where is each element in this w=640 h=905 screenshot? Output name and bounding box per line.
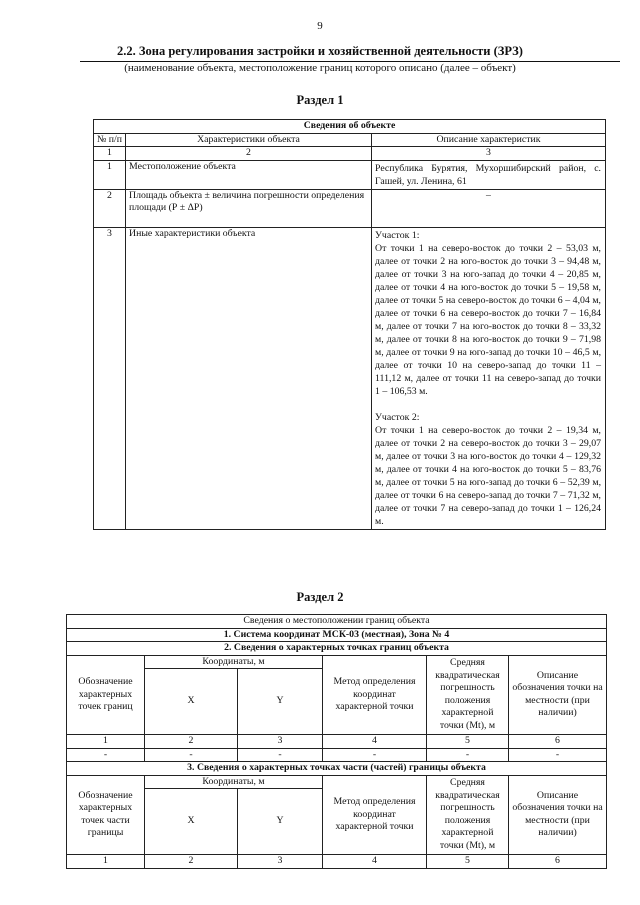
row-description: [372, 227, 606, 529]
points-subtitle: 2. Сведения о характерных точках границ объекта: [67, 642, 607, 656]
col-accuracy: Средняя квадратическая погрешность положения характерной точки (Мt), м: [427, 775, 509, 855]
col-index: 4: [323, 855, 427, 869]
header-num: № п/п: [94, 133, 126, 147]
plot2-text: От точки 1 на северо-восток до точки 2 – 19,34 м, далее от точки 2 на северо-восток до точки 3 – 29,07 м, далее от точки 3 на юго-восток до точки 4 – 129,32 м, далее от точки 4 на юго-восток до точки 5 – 83,76 м, далее от точки 5 на юго-запад до точки 6 – 52,39 м, далее от точки 6 на северо-запад до точки 7 – 71,32 м, далее от точки 7 на северо-запад до точки 1 – 126,24 м.: [375, 424, 602, 527]
zone-subheading: (наименование объекта, местоположение границ которого описано (далее – объект): [124, 62, 516, 74]
row-num: 1: [94, 160, 126, 189]
coordinate-system: 1. Система координат МСК-03 (местная), Зона № 4: [67, 628, 607, 642]
empty-cell: -: [427, 748, 509, 762]
zone-heading: 2.2. Зона регулирования застройки и хозяйственной деятельности (ЗРЗ): [117, 44, 523, 58]
col-index: 1: [67, 735, 145, 749]
col-index: 3: [238, 735, 323, 749]
page-number: 9: [317, 20, 323, 32]
col-point-label: Обозначение характерных точек границ: [67, 655, 145, 735]
part-points-subtitle: 3. Сведения о характерных точках части (частей) границы объекта: [67, 762, 607, 776]
col-point-description: Описание обозначения точки на местности (при наличии): [509, 775, 607, 855]
col-y: Y: [238, 669, 323, 735]
row-characteristic: Площадь объекта ± величина погрешности определения площади (Р ± ΔР): [126, 189, 372, 227]
col-coords: Координаты, м: [145, 775, 323, 789]
row-num: 2: [94, 189, 126, 227]
col-index: 5: [427, 855, 509, 869]
col-y: Y: [238, 789, 323, 855]
header-index-1: 1: [94, 147, 126, 161]
header-index-2: 2: [126, 147, 372, 161]
header-characteristic: Характеристики объекта: [126, 133, 372, 147]
row-description: Республика Бурятия, Мухоршибирский район, с. Гашей, ул. Ленина, 61: [372, 160, 606, 189]
col-index: 6: [509, 735, 607, 749]
col-index: 2: [145, 735, 238, 749]
boundary-title: Сведения о местоположении границ объекта: [67, 615, 607, 629]
header-description: Описание характеристик: [372, 133, 606, 147]
col-index: 6: [509, 855, 607, 869]
empty-cell: -: [238, 748, 323, 762]
col-accuracy: Средняя квадратическая погрешность положения характерной точки (Мt), м: [427, 655, 509, 735]
col-method: Метод определения координат характерной точки: [323, 775, 427, 855]
col-x: X: [145, 669, 238, 735]
row-description: –: [372, 189, 606, 227]
empty-cell: -: [509, 748, 607, 762]
plot2-title: Участок 2:: [375, 411, 420, 423]
empty-cell: -: [323, 748, 427, 762]
col-coords: Координаты, м: [145, 655, 323, 669]
empty-cell: -: [67, 748, 145, 762]
col-x: X: [145, 789, 238, 855]
col-index: 4: [323, 735, 427, 749]
object-info-title: Сведения об объекте: [94, 120, 606, 134]
plot1-text: От точки 1 на северо-восток до точки 2 – 53,03 м, далее от точки 2 на юго-восток до точки 3 – 94,48 м, далее от точки 3 на юго-запад до точки 4 – 20,85 м, далее от точки 4 на юго-восток до точки 5 – 19,58 м, далее от точки 5 на северо-восток до точки 6 – 4,04 м, далее от точки 6 на северо-восток до точки 7 – 16,84 м, далее от точки 7 на юго-восток до точки 8 – 33,32 м, далее от точки 8 на юго-восток до точки 9 – 71,98 м, далее от точки 9 на юго-запад до точки 10 – 46,5 м, далее от точки 10 на северо-запад до точки 11 – 111,12 м, далее от точки 11 на северо-запад до точки 1 – 106,53 м.: [375, 242, 602, 397]
col-index: 2: [145, 855, 238, 869]
plot1-title: Участок 1:: [375, 229, 420, 241]
col-method: Метод определения координат характерной точки: [323, 655, 427, 735]
col-index: 1: [67, 855, 145, 869]
col-part-point-label: Обозначение характерных точек части границы: [67, 775, 145, 855]
col-point-description: Описание обозначения точки на местности (при наличии): [509, 655, 607, 735]
header-index-3: 3: [372, 147, 606, 161]
row-characteristic: Местоположение объекта: [126, 160, 372, 189]
col-index: 5: [427, 735, 509, 749]
boundary-table: [66, 614, 607, 869]
section1-title: Раздел 1: [296, 93, 344, 107]
col-index: 3: [238, 855, 323, 869]
row-num: 3: [94, 227, 126, 529]
section2-title: Раздел 2: [296, 590, 344, 604]
empty-cell: -: [145, 748, 238, 762]
object-info-table: [93, 119, 606, 530]
row-characteristic: Иные характеристики объекта: [126, 227, 372, 529]
plot-spacer: [375, 398, 601, 411]
